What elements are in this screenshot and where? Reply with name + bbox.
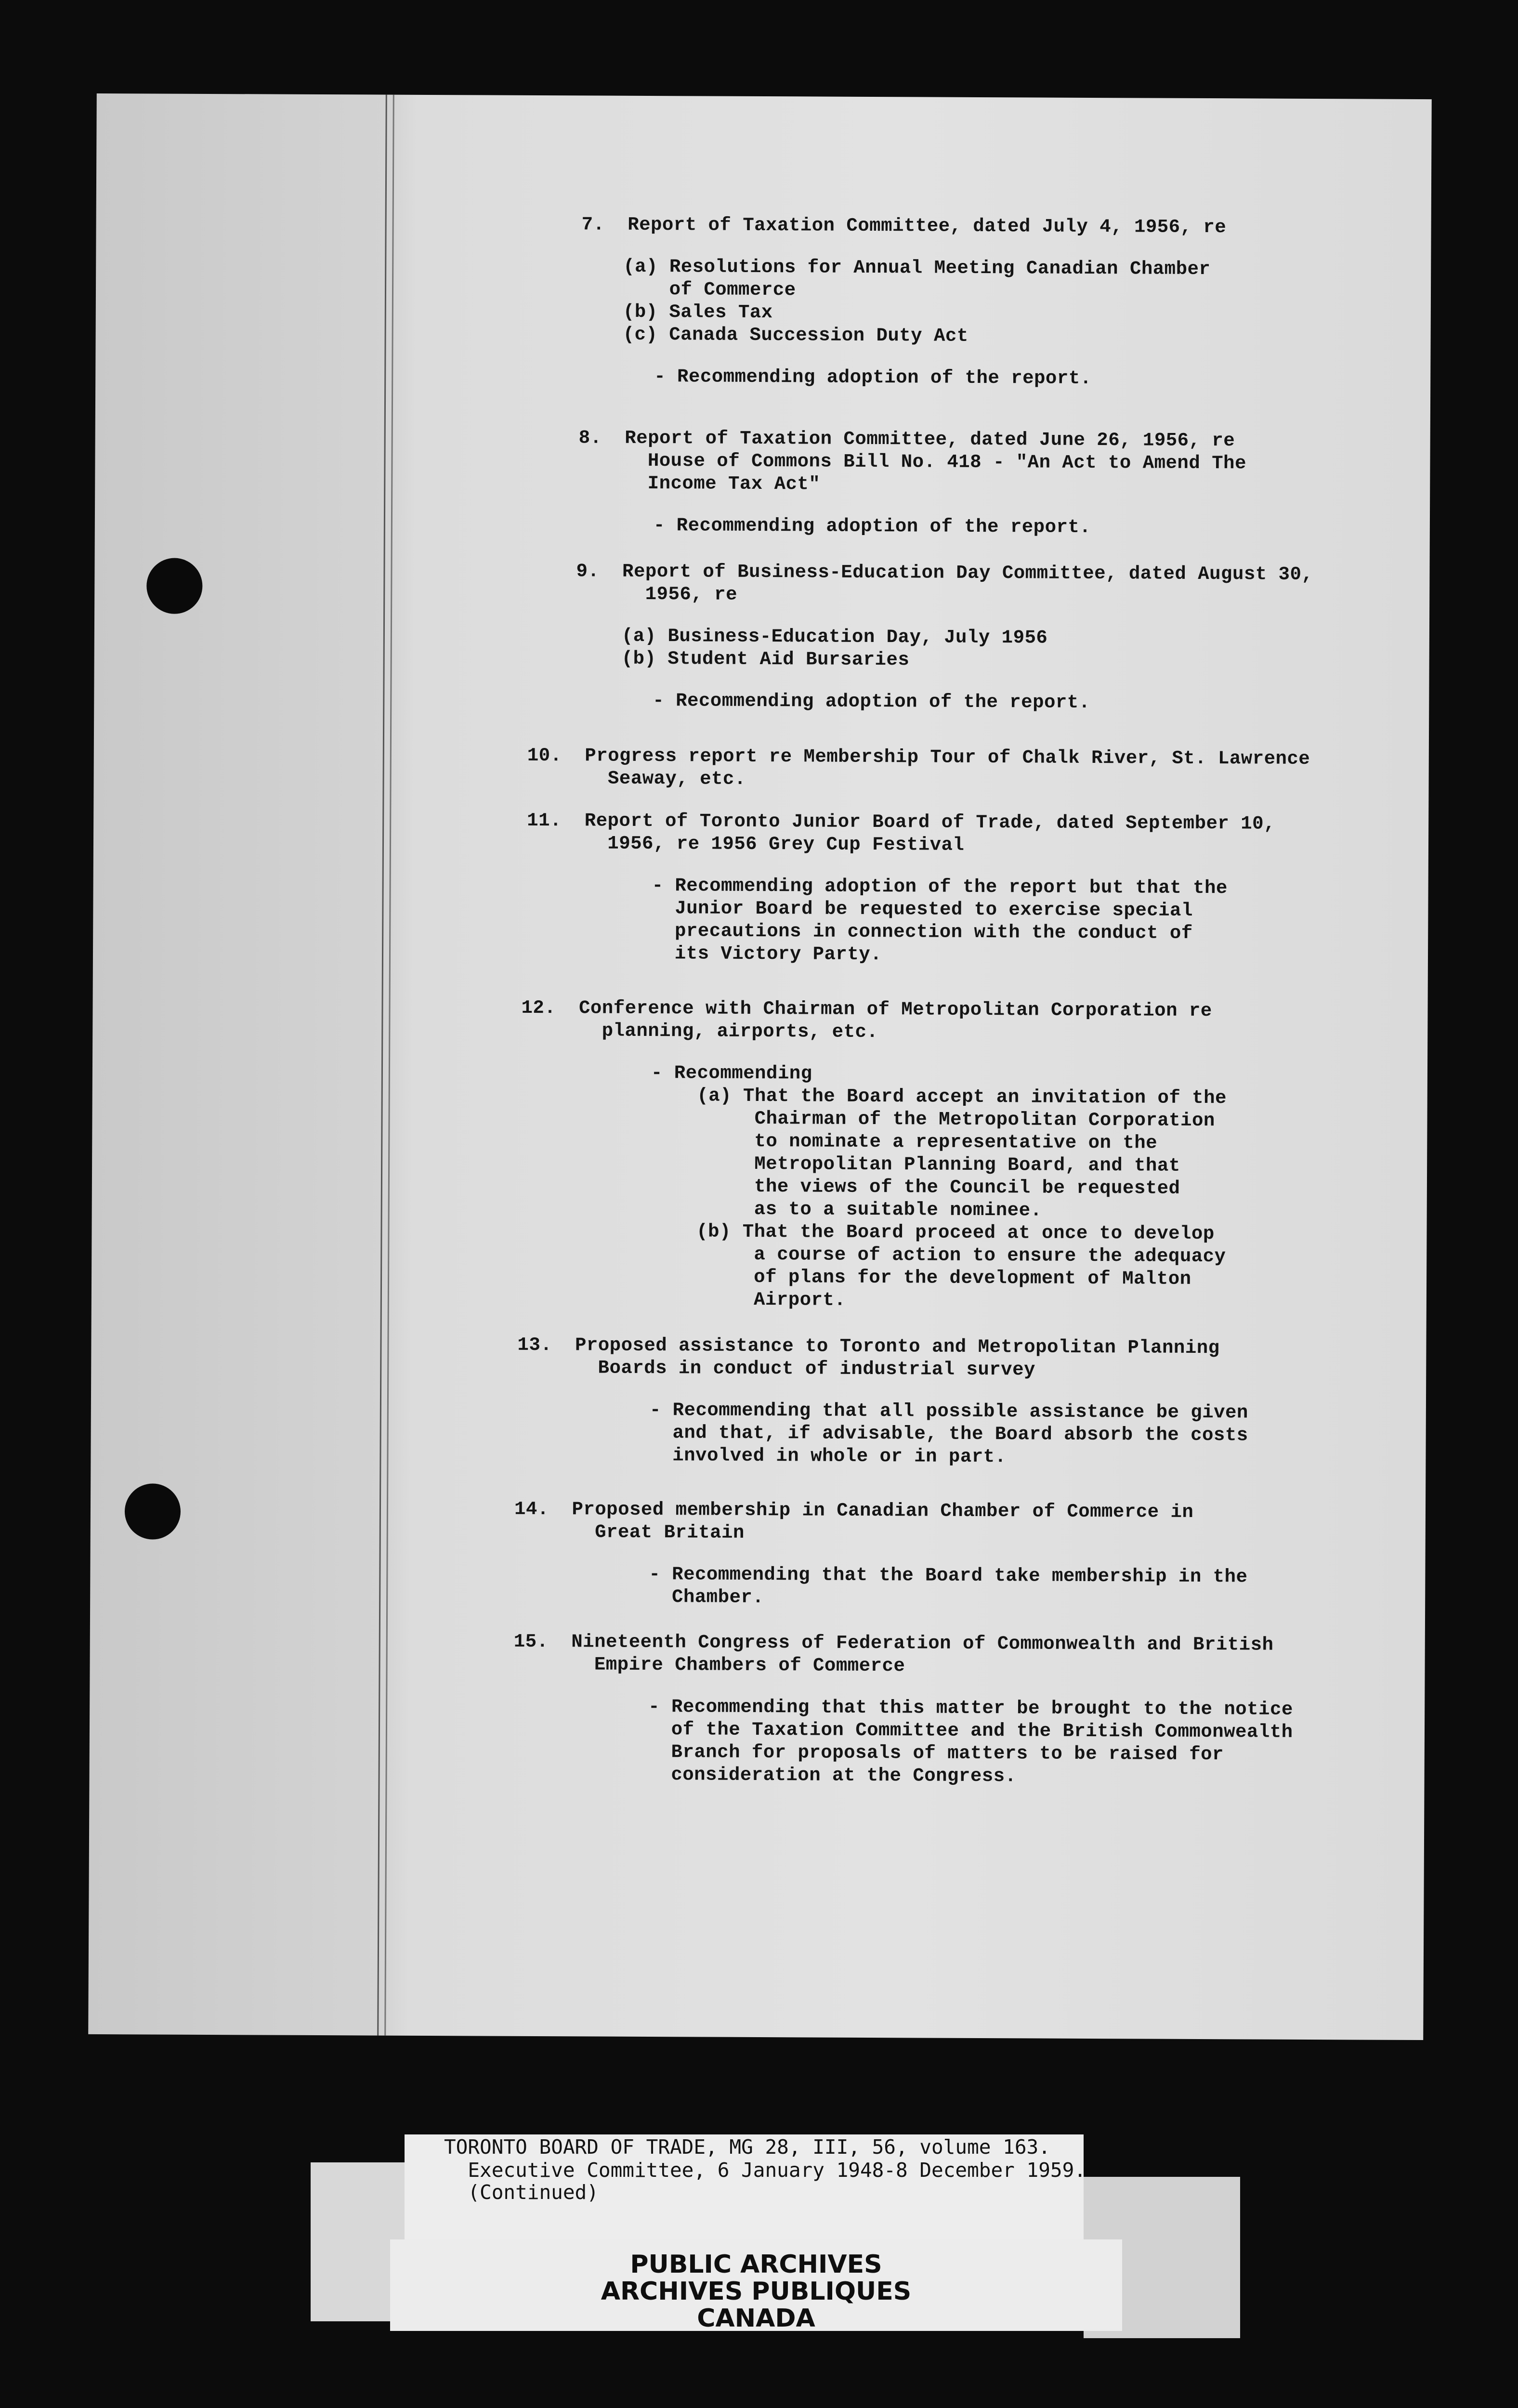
minutes-text (88, 93, 1432, 2040)
agenda-item-heading: 8. Report of Taxation Committee, dated June 26, 1956, re (578, 427, 1235, 452)
recommendation-line: Junior Board be requested to exercise special (652, 898, 1193, 921)
recommendation-line: of plans for the development of Malton (650, 1266, 1191, 1290)
recommendation-line: - Recommending that the Board take membership in the (649, 1564, 1248, 1588)
agenda-item-continuation: Empire Chambers of Commerce (513, 1653, 905, 1677)
agenda-item-heading: 10. Progress report re Membership Tour of Chalk River, St. Lawrence (527, 745, 1310, 770)
recommendation-line: as to a suitable nominee. (650, 1198, 1042, 1221)
recommendation-line: consideration at the Congress. (648, 1764, 1017, 1787)
recommendation-line: - Recommending adoption of the report but that the (652, 875, 1228, 899)
recommendation-line: Chairman of the Metropolitan Corporation (651, 1108, 1215, 1132)
agenda-subitem: of Commerce (623, 278, 796, 301)
agenda-item-continuation: 1956, re (576, 583, 738, 605)
recommendation-line: a course of action to ensure the adequacy (650, 1243, 1226, 1268)
agenda-item-heading: 7. Report of Taxation Committee, dated July 4, 1956, re (581, 214, 1227, 238)
agenda-subitem: (b) Student Aid Bursaries (621, 648, 910, 671)
recommendation-line: - Recommending adoption of the report. (654, 366, 1092, 389)
agenda-item-continuation: Seaway, etc. (527, 767, 746, 790)
stamp-line-english: PUBLIC ARCHIVES (630, 2250, 882, 2279)
recommendation-line: Chamber. (649, 1586, 764, 1609)
recommendation-line: precautions in connection with the conduct of (652, 920, 1193, 944)
agenda-item-continuation: House of Commons Bill No. 418 - "An Act to Amend The (578, 450, 1246, 474)
agenda-item-continuation: 1956, re 1956 Grey Cup Festival (526, 832, 965, 856)
recommendation-line: - Recommending that this matter be brought to the notice (648, 1696, 1293, 1720)
stamp-line-french: ARCHIVES PUBLIQUES (601, 2277, 912, 2306)
recommendation-line: Airport. (650, 1289, 846, 1311)
archive-fonds-line: TORONTO BOARD OF TRADE, MG 28, III, 56, volume 163. (444, 2135, 1050, 2159)
archive-continued-line: (Continued) (444, 2181, 599, 2204)
agenda-item-heading: 12. Conference with Chairman of Metropolitan Corporation re (521, 997, 1212, 1022)
stamp-line-country: CANADA (697, 2304, 815, 2333)
recommendation-line: - Recommending that all possible assistance be given (649, 1400, 1248, 1424)
document-page (88, 93, 1432, 2040)
recommendation-line: the views of the Council be requested (650, 1176, 1180, 1199)
agenda-item-continuation: Boards in conduct of industrial survey (517, 1357, 1036, 1381)
public-archives-stamp (390, 2239, 1122, 2331)
recommendation-line: to nominate a representative on the (651, 1130, 1158, 1154)
archive-series-line: Executive Committee, 6 January 1948-8 December 1959. (444, 2159, 1086, 2182)
agenda-item-continuation: Income Tax Act" (578, 472, 821, 495)
agenda-item-heading: 9. Report of Business-Education Day Committee, dated August 30, (576, 561, 1313, 586)
recommendation-line: - Recommending adoption of the report. (653, 690, 1090, 713)
agenda-subitem: (a) Resolutions for Annual Meeting Canadian Chamber (623, 256, 1211, 280)
agenda-item-heading: 11. Report of Toronto Junior Board of Trade, dated September 10, (527, 810, 1276, 835)
agenda-item-heading: 13. Proposed assistance to Toronto and Metropolitan Planning (517, 1334, 1220, 1359)
recommendation-line: (a) That the Board accept an invitation of the (651, 1085, 1227, 1109)
agenda-subitem: (b) Sales Tax (623, 301, 773, 324)
recommendation-line: Branch for proposals of matters to be raised for (648, 1741, 1224, 1766)
agenda-item-continuation: Great Britain (514, 1521, 745, 1544)
recommendation-line: Metropolitan Planning Board, and that (651, 1153, 1180, 1177)
recommendation-line: and that, if advisable, the Board absorb the costs (649, 1422, 1248, 1446)
agenda-item-heading: 15. Nineteenth Congress of Federation of Commonwealth and British (513, 1631, 1274, 1656)
archive-reference-label (405, 2134, 1084, 2245)
recommendation-line: its Victory Party. (651, 943, 882, 966)
agenda-subitem: (c) Canada Succession Duty Act (623, 324, 968, 347)
agenda-item-continuation: planning, airports, etc. (521, 1020, 878, 1043)
recommendation-line: (b) That the Board proceed at once to develop (650, 1221, 1215, 1245)
agenda-subitem: (a) Business-Education Day, July 1956 (621, 625, 1048, 649)
recommendation-line: of the Taxation Committee and the British Commonwealth (648, 1719, 1293, 1743)
recommendation-line: - Recommending (651, 1062, 812, 1085)
recommendation-line: - Recommending adoption of the report. (653, 515, 1091, 538)
agenda-item-heading: 14. Proposed membership in Canadian Chamber of Commerce in (514, 1498, 1194, 1523)
recommendation-line: involved in whole or in part. (649, 1445, 1007, 1468)
